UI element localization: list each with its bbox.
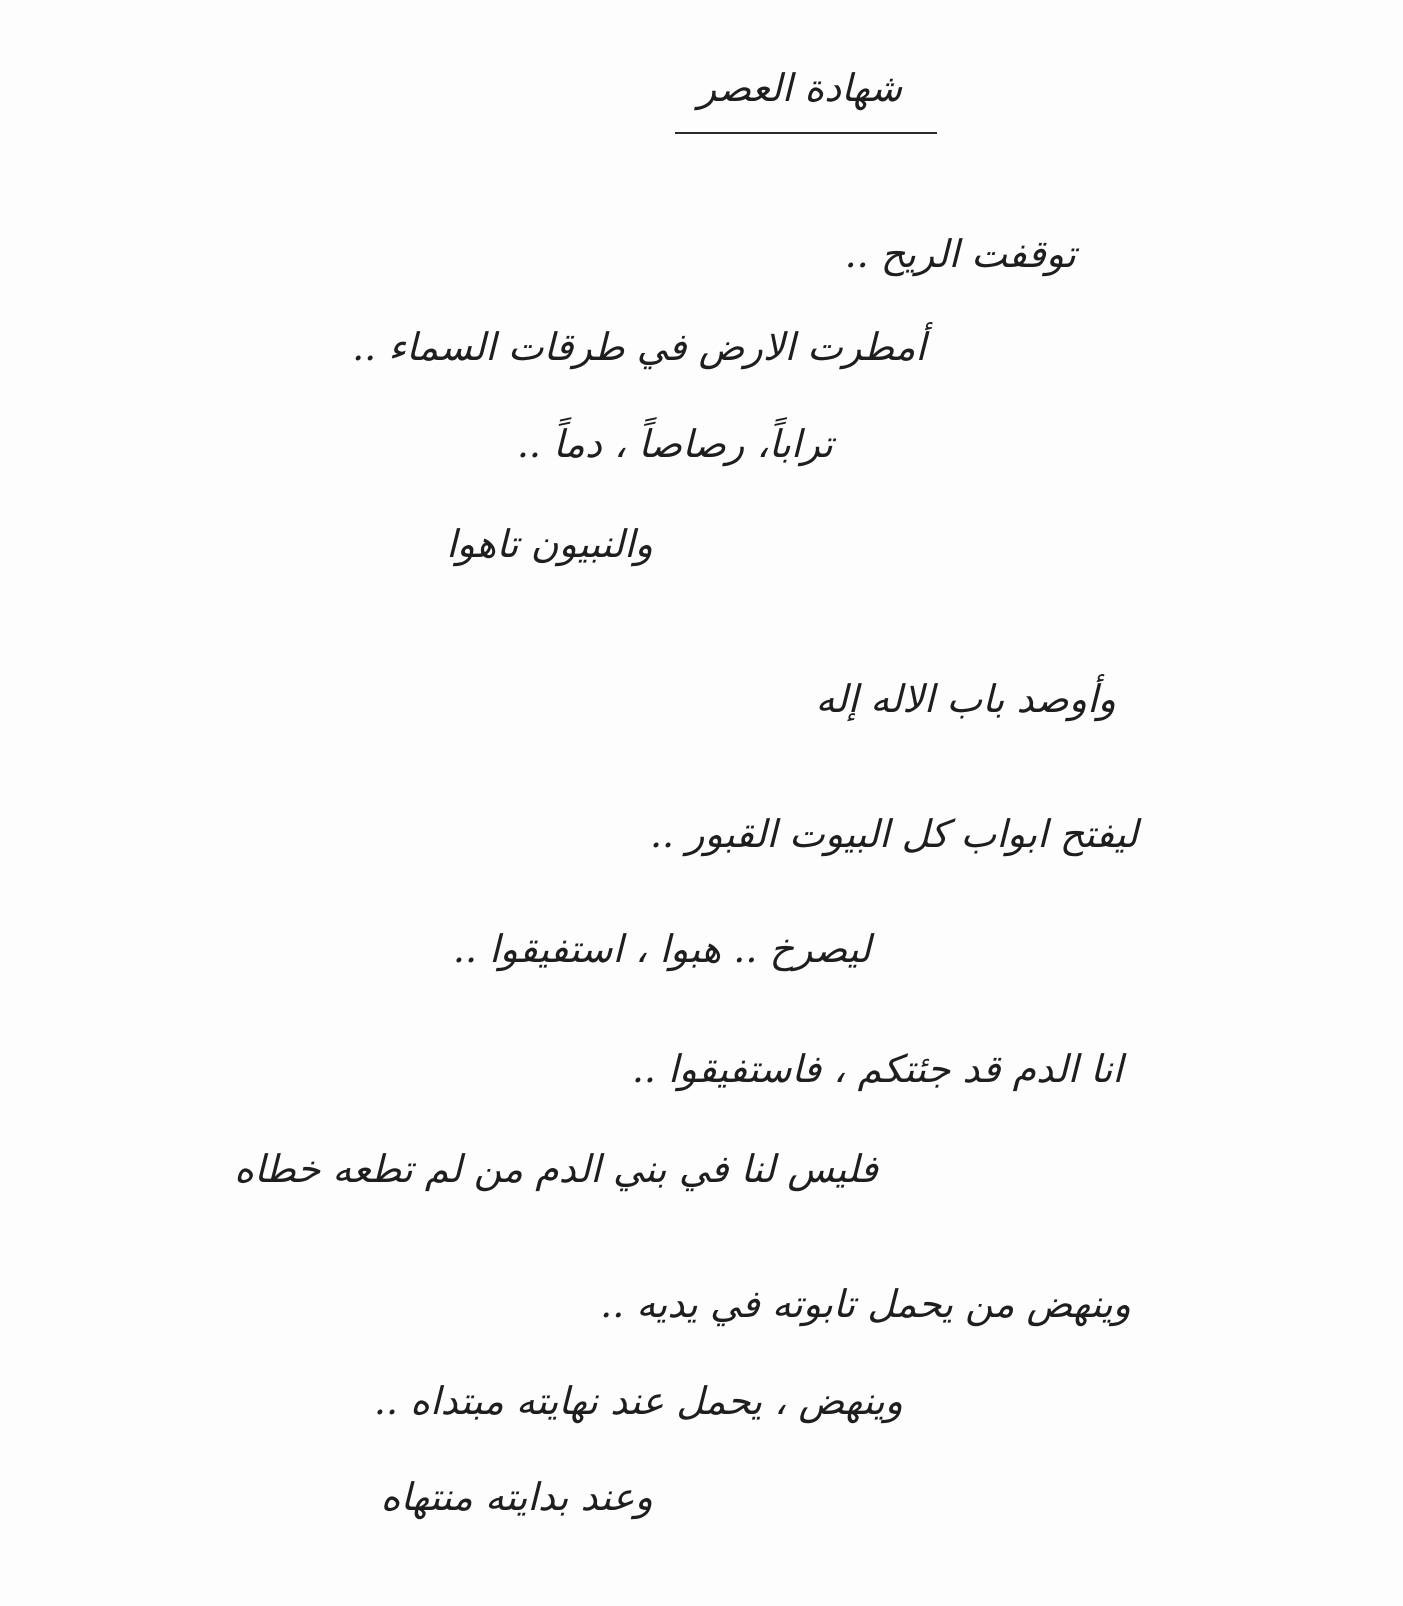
poem-line: وينهض من يحمل تابوته في يديه ..: [600, 1282, 1131, 1326]
page-title: شهادة العصر: [697, 66, 903, 110]
poem-line: ليفتح ابواب كل البيوت القبور ..: [649, 812, 1138, 856]
poem-line: انا الدم قد جئتكم ، فاستفيقوا ..: [631, 1047, 1123, 1091]
poem-line: توقفت الريح ..: [844, 232, 1076, 276]
poem-line: وأوصد باب الاله إله: [815, 677, 1116, 721]
poem-line: والنبيون تاهوا: [446, 522, 653, 566]
poem-line: ليصرخ .. هبوا ، استفيقوا ..: [452, 927, 871, 971]
poem-line: وينهض ، يحمل عند نهايته مبتداه ..: [373, 1379, 903, 1423]
poem-line: فليس لنا في بني الدم من لم تطعه خطاه: [234, 1147, 878, 1191]
poem-line: وعند بدايته منتهاه: [380, 1475, 653, 1519]
poem-line: أمطرت الارض في طرقات السماء ..: [352, 325, 926, 369]
title-underline: [675, 132, 937, 134]
poem-line: تراباً، رصاصاً ، دماً ..: [516, 422, 833, 466]
